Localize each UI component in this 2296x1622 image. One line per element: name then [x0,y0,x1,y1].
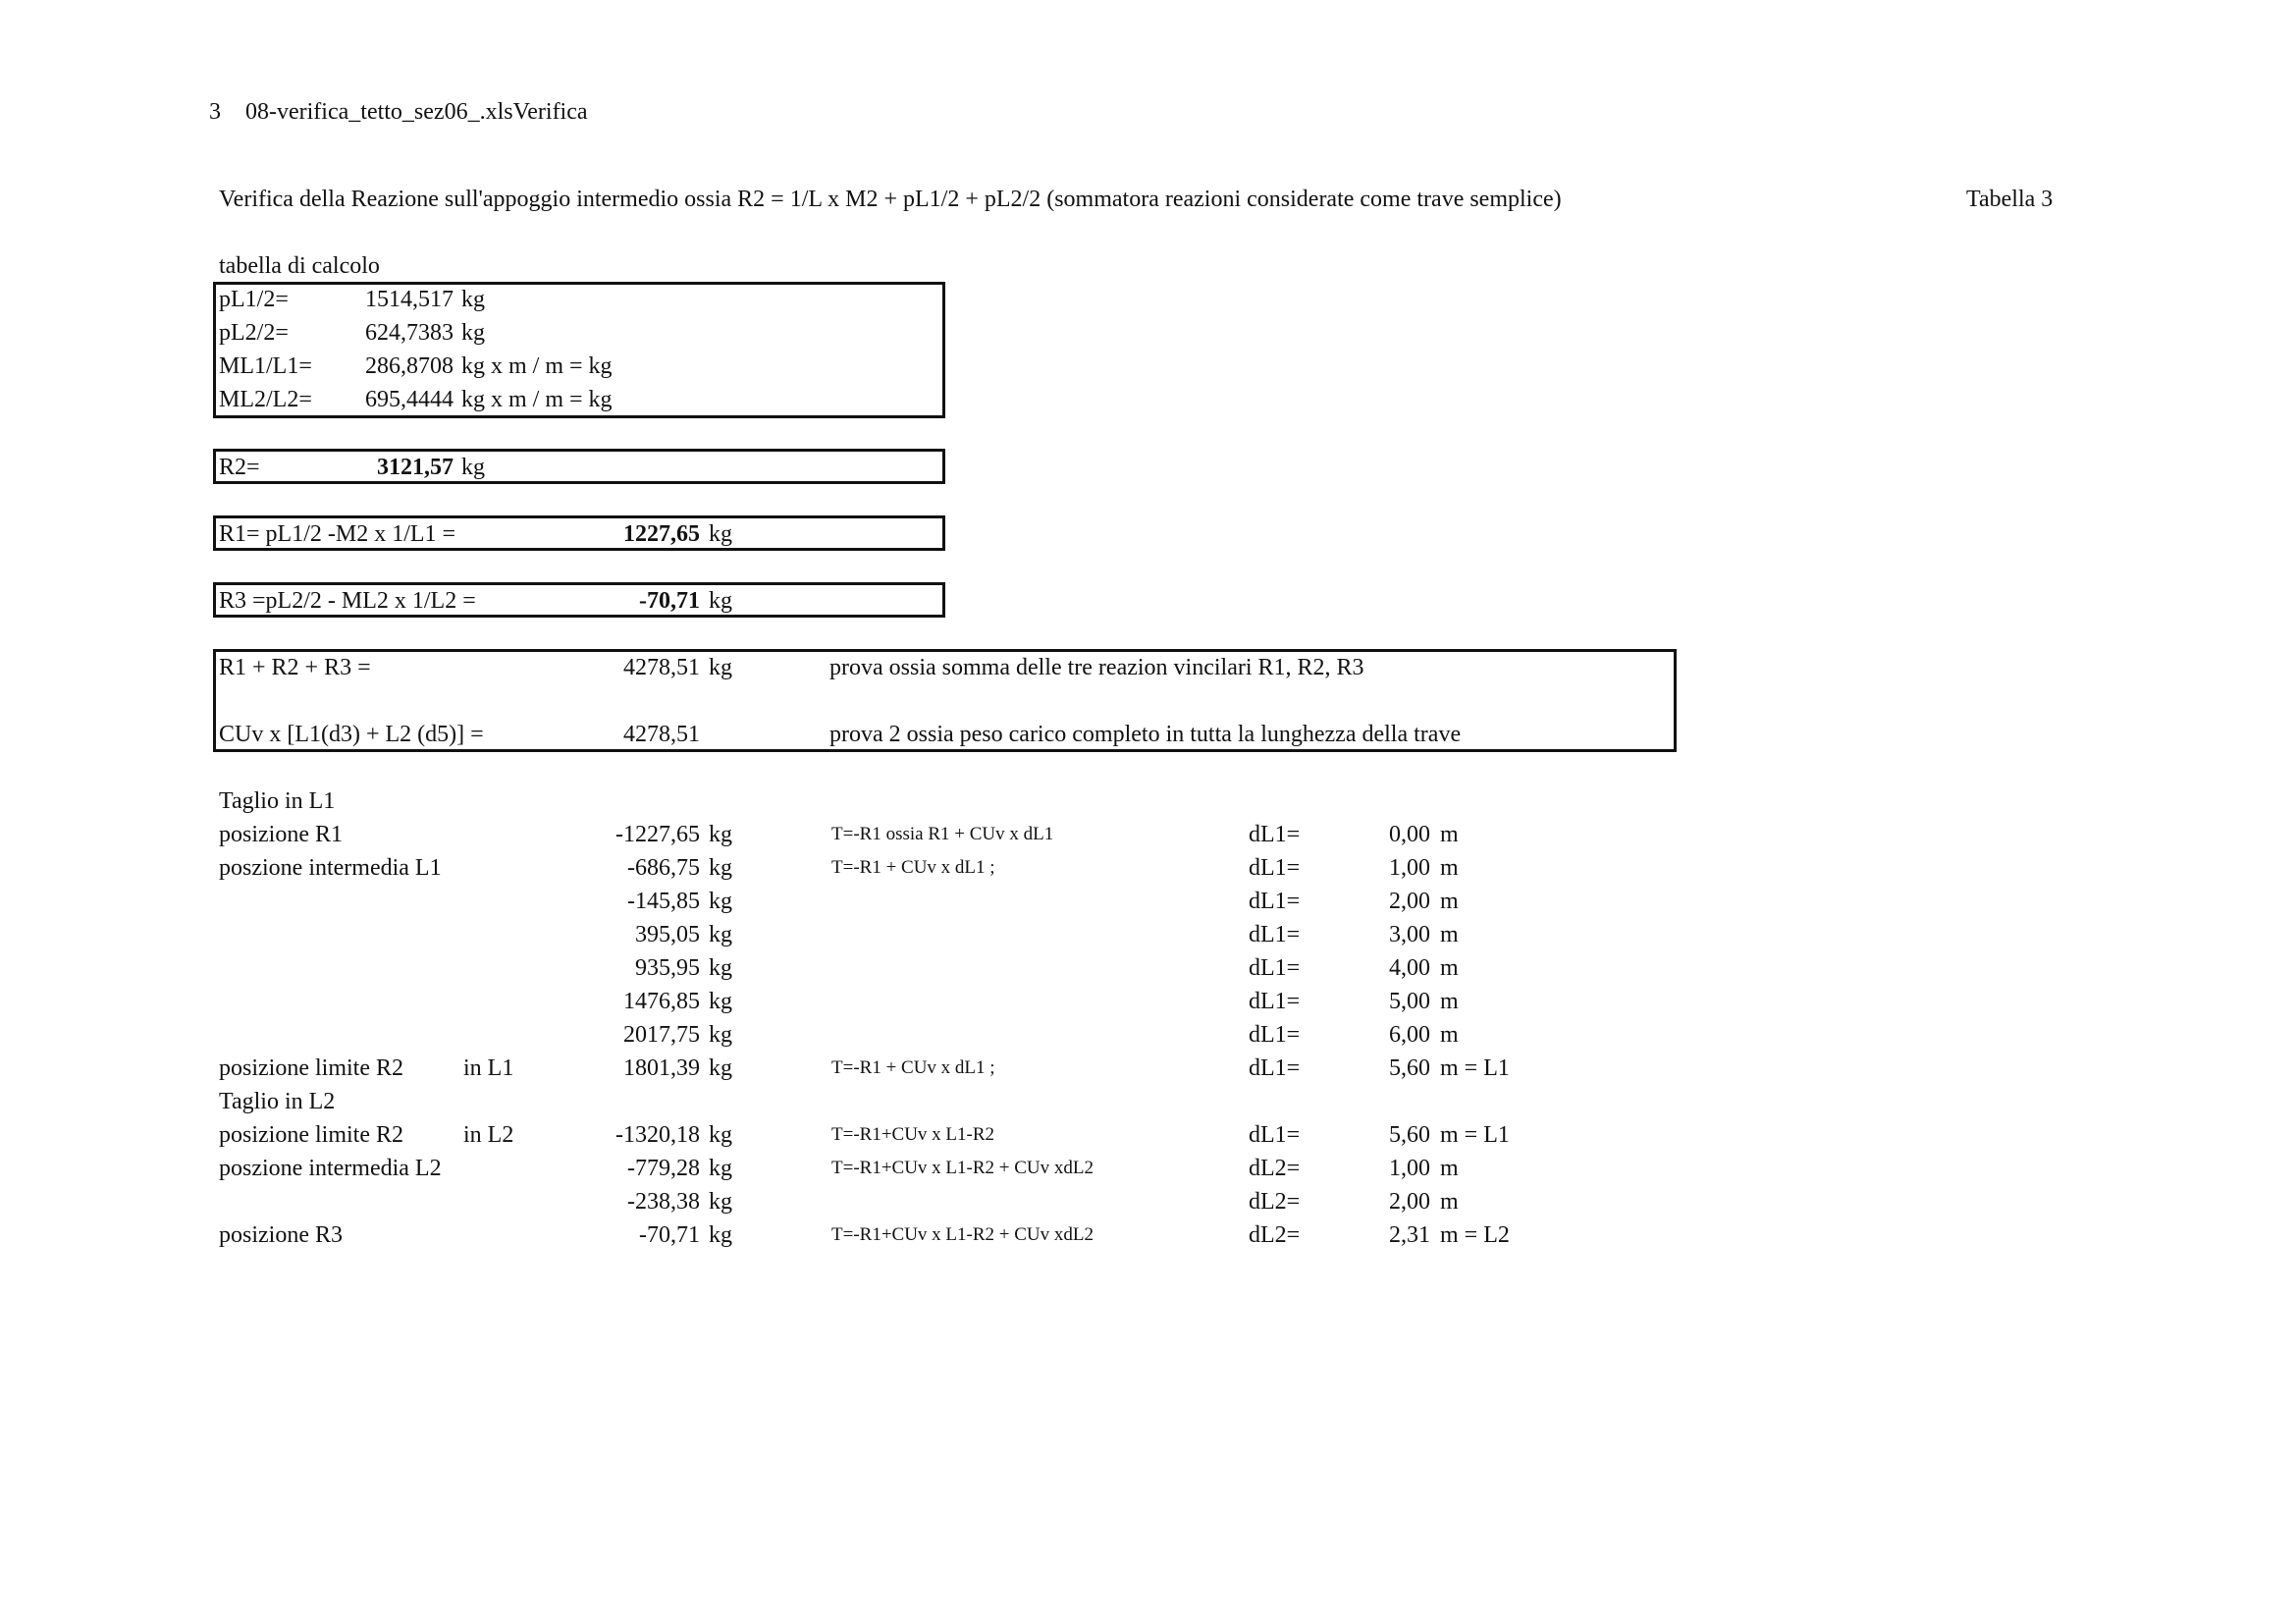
shear-row-value: 1476,85 [623,989,700,1014]
shear-row-dlabel: dL1= [1249,1055,1301,1081]
shear-row-formula: T=-R1 + CUv x dL1 ; [831,1057,995,1078]
shear-row-dunit: m [1440,822,1459,847]
shear-row-label: posizione R3 [219,1222,343,1248]
shear-row-dunit: m = L2 [1440,1222,1510,1248]
shear-l2-title: Taglio in L2 [219,1089,336,1114]
shear-row-dvalue: 4,00 [1389,955,1430,981]
shear-row-unit: kg [709,1122,732,1148]
shear-row-label: posizione limite R2 [219,1122,403,1148]
shear-row-formula: T=-R1 ossia R1 + CUv x dL1 [831,824,1054,844]
calc-table-title: tabella di calcolo [219,253,380,279]
sum-value: 4278,51 [623,655,700,680]
shear-row-formula: T=-R1+CUv x L1-R2 [831,1124,995,1145]
calc-row-value: 286,8708 [365,353,454,379]
shear-row-dunit: m [1440,1156,1459,1181]
shear-row-unit: kg [709,822,732,847]
r2-value: 3121,57 [377,455,454,480]
sum-note: prova ossia somma delle tre reazion vincilari R1, R2, R3 [829,655,1364,680]
calc-row-label: pL2/2= [219,320,289,346]
shear-row-formula: T=-R1+CUv x L1-R2 + CUv xdL2 [831,1158,1095,1178]
r1-label: R1= pL1/2 -M2 x 1/L1 = [219,521,456,547]
shear-row-unit: kg [709,1156,732,1181]
shear-row-unit: kg [709,889,732,914]
shear-row-dlabel: dL1= [1249,955,1301,981]
shear-row-unit: kg [709,1222,732,1248]
shear-row-dvalue: 5,60 [1389,1122,1430,1148]
shear-row-unit: kg [709,855,732,881]
calc-row-unit: kg [461,287,485,312]
shear-row-dvalue: 5,60 [1389,1055,1430,1081]
shear-row-label: poszione intermedia L1 [219,855,442,881]
shear-row-value: 395,05 [635,922,700,947]
shear-row-dvalue: 2,00 [1389,1189,1430,1215]
r2-box [213,449,945,484]
shear-row-dvalue: 3,00 [1389,922,1430,947]
calc-row-value: 624,7383 [365,320,454,346]
shear-row-value: -1320,18 [615,1122,700,1148]
page-number: 3 [209,99,221,125]
shear-row-value: -238,38 [627,1189,700,1215]
shear-l1-title: Taglio in L1 [219,788,336,814]
shear-row-unit: kg [709,1022,732,1048]
shear-row-dunit: m [1440,889,1459,914]
sum-label: R1 + R2 + R3 = [219,655,371,680]
calc-row-unit: kg x m / m = kg [461,353,613,379]
r1-unit: kg [709,521,732,547]
calc-row-unit: kg [461,320,485,346]
shear-row-unit: kg [709,922,732,947]
calc-row-label: pL1/2= [219,287,289,312]
shear-row-sublabel: in L1 [463,1055,514,1081]
shear-row-dunit: m = L1 [1440,1055,1510,1081]
shear-row-value: -70,71 [639,1222,700,1248]
calc-row-value: 695,4444 [365,387,454,412]
shear-row-label: poszione intermedia L2 [219,1156,442,1181]
calc-row-value: 1514,517 [365,287,454,312]
shear-row-unit: kg [709,1189,732,1215]
shear-row-dlabel: dL1= [1249,1022,1301,1048]
shear-row-label: posizione R1 [219,822,343,847]
shear-row-value: -779,28 [627,1156,700,1181]
shear-row-dunit: m [1440,855,1459,881]
shear-row-dlabel: dL2= [1249,1156,1301,1181]
r3-label: R3 =pL2/2 - ML2 x 1/L2 = [219,588,476,614]
shear-row-dvalue: 2,00 [1389,889,1430,914]
calc-row-label: ML1/L1= [219,353,312,379]
total-value: 4278,51 [623,722,700,747]
shear-row-dvalue: 6,00 [1389,1022,1430,1048]
shear-row-dunit: m [1440,955,1459,981]
shear-row-dunit: m [1440,1189,1459,1215]
file-label: 08-verifica_tetto_sez06_.xlsVerifica [245,99,588,125]
shear-row-value: 1801,39 [623,1055,700,1081]
shear-row-dunit: m [1440,922,1459,947]
shear-row-value: 935,95 [635,955,700,981]
shear-row-dvalue: 1,00 [1389,1156,1430,1181]
shear-row-dvalue: 1,00 [1389,855,1430,881]
intro-text: Verifica della Reazione sull'appoggio intermedio ossia R2 = 1/L x M2 + pL1/2 + pL2/2 (sommatora reazioni considerate come trave semplice) [219,187,1562,212]
r3-unit: kg [709,588,732,614]
shear-row-dunit: m = L1 [1440,1122,1510,1148]
shear-row-dunit: m [1440,989,1459,1014]
shear-row-dunit: m [1440,1022,1459,1048]
r3-value: -70,71 [639,588,700,614]
calc-row-unit: kg x m / m = kg [461,387,613,412]
shear-row-formula: T=-R1+CUv x L1-R2 + CUv xdL2 [831,1224,1095,1245]
shear-row-label: posizione limite R2 [219,1055,403,1081]
calc-row-label: ML2/L2= [219,387,312,412]
shear-row-sublabel: in L2 [463,1122,514,1148]
sum-unit: kg [709,655,732,680]
shear-row-value: -1227,65 [615,822,700,847]
shear-row-formula: T=-R1 + CUv x dL1 ; [831,857,995,878]
shear-row-dlabel: dL1= [1249,989,1301,1014]
shear-row-dlabel: dL1= [1249,855,1301,881]
shear-row-unit: kg [709,1055,732,1081]
total-label: CUv x [L1(d3) + L2 (d5)] = [219,722,484,747]
r2-unit: kg [461,455,485,480]
shear-row-value: 2017,75 [623,1022,700,1048]
shear-row-dlabel: dL1= [1249,922,1301,947]
shear-row-value: -145,85 [627,889,700,914]
r1-value: 1227,65 [623,521,700,547]
shear-row-unit: kg [709,955,732,981]
total-note: prova 2 ossia peso carico completo in tutta la lunghezza della trave [829,722,1462,747]
shear-row-dlabel: dL1= [1249,822,1301,847]
shear-row-dvalue: 2,31 [1389,1222,1430,1248]
shear-row-dlabel: dL1= [1249,1122,1301,1148]
shear-row-dlabel: dL2= [1249,1222,1301,1248]
shear-row-dvalue: 5,00 [1389,989,1430,1014]
shear-row-unit: kg [709,989,732,1014]
shear-row-dlabel: dL1= [1249,889,1301,914]
table-label: Tabella 3 [1966,187,2054,212]
r2-label: R2= [219,455,260,480]
shear-row-value: -686,75 [627,855,700,881]
shear-row-dlabel: dL2= [1249,1189,1301,1215]
shear-row-dvalue: 0,00 [1389,822,1430,847]
